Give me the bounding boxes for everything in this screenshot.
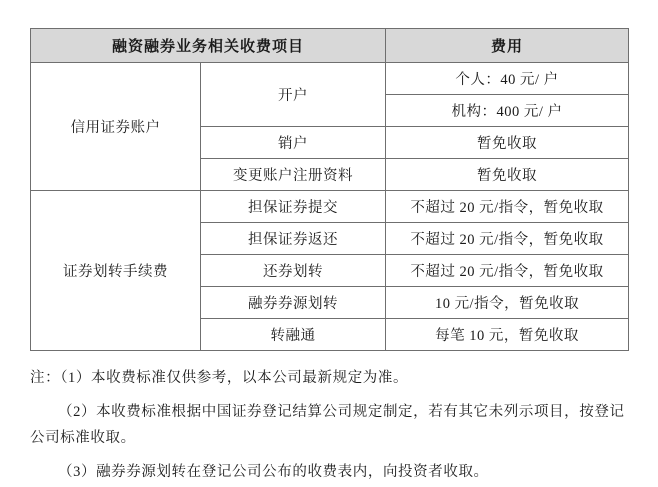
note-2 [30, 399, 628, 451]
row-group-label-credit-account: 信用证券账户 [31, 63, 201, 191]
fee-cell: 个人：40 元/ 户 [386, 63, 629, 95]
item-cell: 销户 [201, 127, 386, 159]
item-cell: 担保证券返还 [201, 223, 386, 255]
fee-cell: 不超过 20 元/指令，暂免收取 [386, 223, 629, 255]
fee-cell: 不超过 20 元/指令，暂免收取 [386, 255, 629, 287]
item-cell: 开户 [201, 63, 386, 127]
item-cell: 还券划转 [201, 255, 386, 287]
item-cell: 变更账户注册资料 [201, 159, 386, 191]
table-row [31, 63, 629, 95]
fee-cell: 暂免收取 [386, 127, 629, 159]
column-header-fee: 费用 [386, 29, 629, 63]
fee-cell: 不超过 20 元/指令，暂免收取 [386, 191, 629, 223]
note-2-text: 本收费标准根据中国证券登记结算公司规定制定，若有其它未列示项目，按登记公司标准收取。 [30, 404, 625, 446]
fee-table [30, 28, 629, 351]
note-3-label: （3） [58, 464, 97, 480]
item-cell: 转融通 [201, 319, 386, 351]
row-group-label-transfer-fee: 证券划转手续费 [31, 191, 201, 351]
fee-cell: 每笔 10 元，暂免收取 [386, 319, 629, 351]
notes-section [30, 365, 628, 485]
table-header-row [31, 29, 629, 63]
fee-cell: 机构：400 元/ 户 [386, 95, 629, 127]
fee-cell: 暂免收取 [386, 159, 629, 191]
item-cell: 担保证券提交 [201, 191, 386, 223]
column-header-item: 融资融券业务相关收费项目 [31, 29, 386, 63]
table-body [31, 63, 629, 351]
note-1-label: 注：（1） [30, 370, 91, 386]
note-3-text: 融券券源划转在登记公司公布的收费表内，向投资者收取。 [96, 464, 489, 480]
table-header [31, 29, 629, 63]
table-row [31, 191, 629, 223]
note-1-text: 本收费标准仅供参考，以本公司最新规定为准。 [91, 370, 409, 386]
note-2-label: （2） [58, 404, 97, 420]
note-1 [30, 365, 628, 391]
note-3 [30, 459, 628, 485]
fee-cell: 10 元/指令，暂免收取 [386, 287, 629, 319]
item-cell: 融券券源划转 [201, 287, 386, 319]
